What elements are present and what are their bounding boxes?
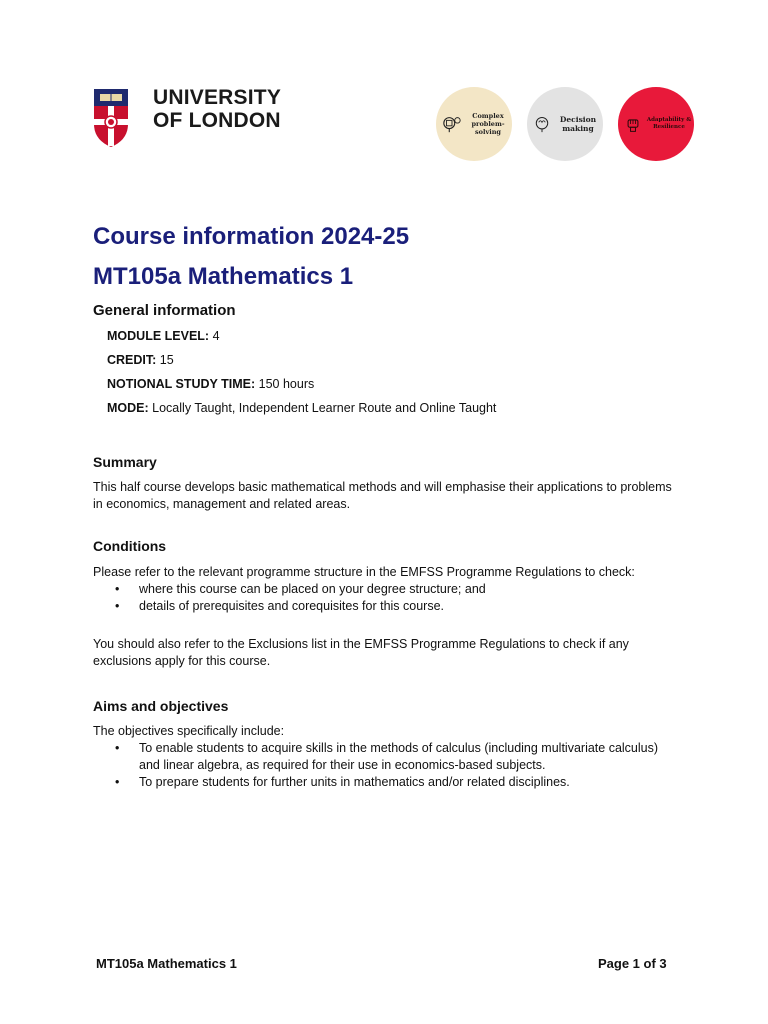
conditions-heading: Conditions <box>93 538 167 554</box>
general-information-heading: General information <box>93 302 236 319</box>
logo-line-1: UNIVERSITY <box>153 86 282 109</box>
study-time-label: NOTIONAL STUDY TIME: <box>107 377 256 391</box>
brain-head-icon <box>533 115 551 133</box>
crest-icon <box>93 88 129 148</box>
credit-value: 15 <box>159 353 174 367</box>
conditions-list <box>93 581 673 615</box>
summary-text: This half course develops basic mathematical methods and will emphasise their applications to problems in economics, management and related areas. <box>93 480 672 511</box>
module-level-label: MODULE LEVEL: <box>107 329 210 343</box>
module-title: MT105a Mathematics 1 <box>93 263 354 290</box>
university-logo <box>93 86 288 150</box>
list-item: • To prepare students for further units in mathematics and/or related disciplines. <box>93 774 673 791</box>
footer-module-name: MT105a Mathematics 1 <box>96 956 237 971</box>
list-item: • details of prerequisites and corequisites for this course. <box>93 598 673 615</box>
aims-heading: Aims and objectives <box>93 698 229 714</box>
credit-label: CREDIT: <box>107 353 157 367</box>
study-time-line <box>107 377 314 391</box>
summary-heading: Summary <box>93 454 157 470</box>
aims-list <box>93 740 673 791</box>
badge-adaptability-resilience <box>618 87 694 161</box>
credit-line <box>107 353 174 367</box>
module-level-value: 4 <box>212 329 220 343</box>
list-item: • where this course can be placed on your degree structure; and <box>93 581 673 598</box>
mode-line <box>107 401 496 415</box>
study-time-value: 150 hours <box>258 377 315 391</box>
mode-label: MODE: <box>107 401 149 415</box>
footer-page-number: Page 1 of 3 <box>598 956 667 971</box>
aims-intro: The objectives specifically include: <box>93 724 285 738</box>
exclusions-text: You should also refer to the Exclusions list in the EMFSS Programme Regulations to check if any exclusions apply for this course. <box>93 637 629 668</box>
badge-label: Adaptability & Resilience <box>646 117 692 130</box>
badge-label: Complex problem-solving <box>471 112 505 136</box>
badge-complex-problem-solving <box>436 87 512 161</box>
fist-icon <box>624 115 642 133</box>
badge-decision-making <box>527 87 603 161</box>
mode-value: Locally Taught, Independent Learner Route and Online Taught <box>152 401 497 415</box>
conditions-intro: Please refer to the relevant programme structure in the EMFSS Programme Regulations to check: <box>93 565 635 579</box>
puzzle-head-icon <box>442 114 462 134</box>
page-title: Course information 2024-25 <box>93 223 410 250</box>
list-item: • To enable students to acquire skills in the methods of calculus (including multivariate calculus) and linear algebra, as required for their use in economics-based subjects. <box>93 740 673 774</box>
module-level-line <box>107 329 220 343</box>
badge-label: Decision making <box>559 115 597 133</box>
logo-wordmark <box>153 86 281 132</box>
logo-line-2: OF LONDON <box>153 109 281 132</box>
